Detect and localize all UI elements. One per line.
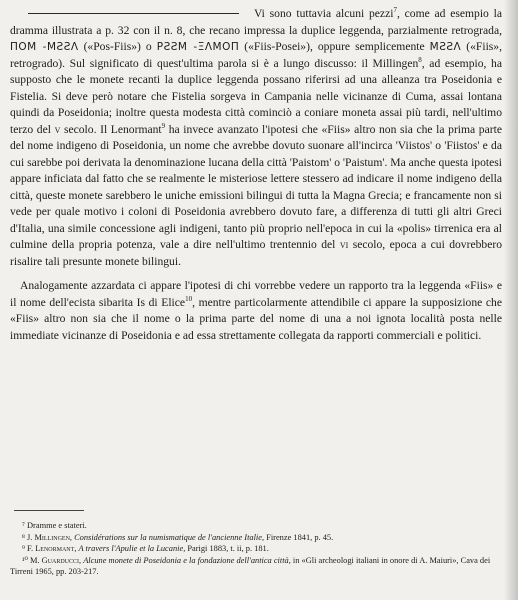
footnote-ref: 8 (418, 55, 422, 64)
italic-title: Alcune monete di Poseidonia e la fondazione dell'antica città (83, 555, 289, 565)
small-caps-text: Millingen (34, 532, 70, 542)
small-caps-text: v (54, 122, 61, 136)
footnote-8: ⁸ J. Millingen, Considérations sur la numismatique de l'ancienne Italie, Firenze 1841, p. 45. (22, 532, 334, 542)
footnote-9: ⁹ F. Lenormant, A travers l'Apulie et la Lucanie, Parigi 1883, t. ii, p. 181. (22, 544, 269, 553)
footnote-ref: 7 (393, 6, 397, 15)
coin-legend: ΠΟΜ -ΜƧƧΛ (10, 41, 79, 53)
highlight-rule (28, 13, 239, 14)
italic-title: A travers l'Apulie et la Lucanie (78, 544, 184, 553)
paragraph-2: Analogamente azzardata ci appare l'ipotesi di chi vorrebbe vedere un rapporto tra la leggenda «Fiis» e il nome dell'ecista sibarita Is di Elice$^{10}$, mentre particolarmente attendibile ci appare la supposizione che «Fiis» altro non sia che il nome o la prima parte del nome di una a noi ignota località posta nelle immediate vicinanze di Poseidonia e ad essa strettamente collegata da rapporti commerciali e politici. (10, 279, 502, 342)
footnote-10: ¹⁰ M. Guarducci, Alcune monete di Poseidonia e la fondazione dell'antica città, in «Gli archeologi italiani in onore di A. Maiuri», Cava dei Tirreni 1965, pp. 203-217. (10, 555, 491, 576)
footnote-ref: 9 (161, 121, 166, 130)
paragraph-1: Vi sono tuttavia alcuni pezzi$^7$, come ad esempio la dramma illustrata a p. 32 con il n. 8, che recano impressa la duplice leggenda, parzialmente retrograda, ΠΟΜ -ΜƧƧΛ («Pos-Fiis») o ΡƧƧΜ -ΞΛΜΟΠ («Fiis-Posei»), oppure semplicemente ΜƧƧΛ («Fiis», retrogrado). Sul significato di quest'ultima parola si è a lungo discusso: il Millingen$^8$, ad esempio, ha supposto che le monete recanti la duplice leggenda possano riferirsi ad una alleanza tra Poseidonia e Fistelia. Si deve però notare che Fistelia sorgeva in Campania nelle vicinanze di Cuma, assai lontana quindi da Poseidonia; inoltre questa modesta città cominciò a coniare moneta assai più tardi, nell'ultimo terzo del v secolo. Il Lenormant$^9$ ha invece avanzato l'ipotesi che «Fiis» altro non sia che la prima parte del nome indigeno di Poseidonia, un nome che avrebbe dovuto suonare all'incirca 'Viistos' o 'Fiistos' e da cui sarebbe poi derivata la denominazione lucana della città 'Paistom' o 'Paistum'. Ma anche questa ipotesi appare inficiata dal fatto che se realmente le misteriose lettere stessero ad indicare il nome indigeno della città, queste monete sarebbero le uniche emissioni bilingui di tutta la Magna Grecia; e francamente non si vede per quale motivo i coloni di Poseidonia avrebbero dovuto fare, a differenza di tutti gli altri Greci d'Italia, una simile concessione agli indigeni, tanto più proprio nell'epoca in cui la «polis» tirrenica era al culmine della propria potenza, vale a dire nell'ultimo trentennio del vi secolo, epoca a cui dovrebbero risalire tali presunte monete bilingui. (10, 6, 503, 268)
footnotes (10, 520, 504, 578)
small-caps-text: Lenormant (35, 544, 75, 553)
footnote-7: ⁷ Dramme e stateri. (22, 521, 87, 530)
small-caps-text: Guarducci (41, 555, 79, 565)
footnote-rule (14, 510, 84, 511)
footnote-ref: 10 (185, 294, 193, 303)
small-caps-text: vi (339, 238, 349, 251)
coin-legend: ΜƧƧΛ (429, 41, 462, 53)
scan-edge-shadow (504, 0, 518, 600)
coin-legend: ΡƧƧΜ -ΞΛΜΟΠ (156, 41, 240, 53)
italic-title: Considérations sur la numismatique de l'ancienne Italie (74, 532, 262, 542)
